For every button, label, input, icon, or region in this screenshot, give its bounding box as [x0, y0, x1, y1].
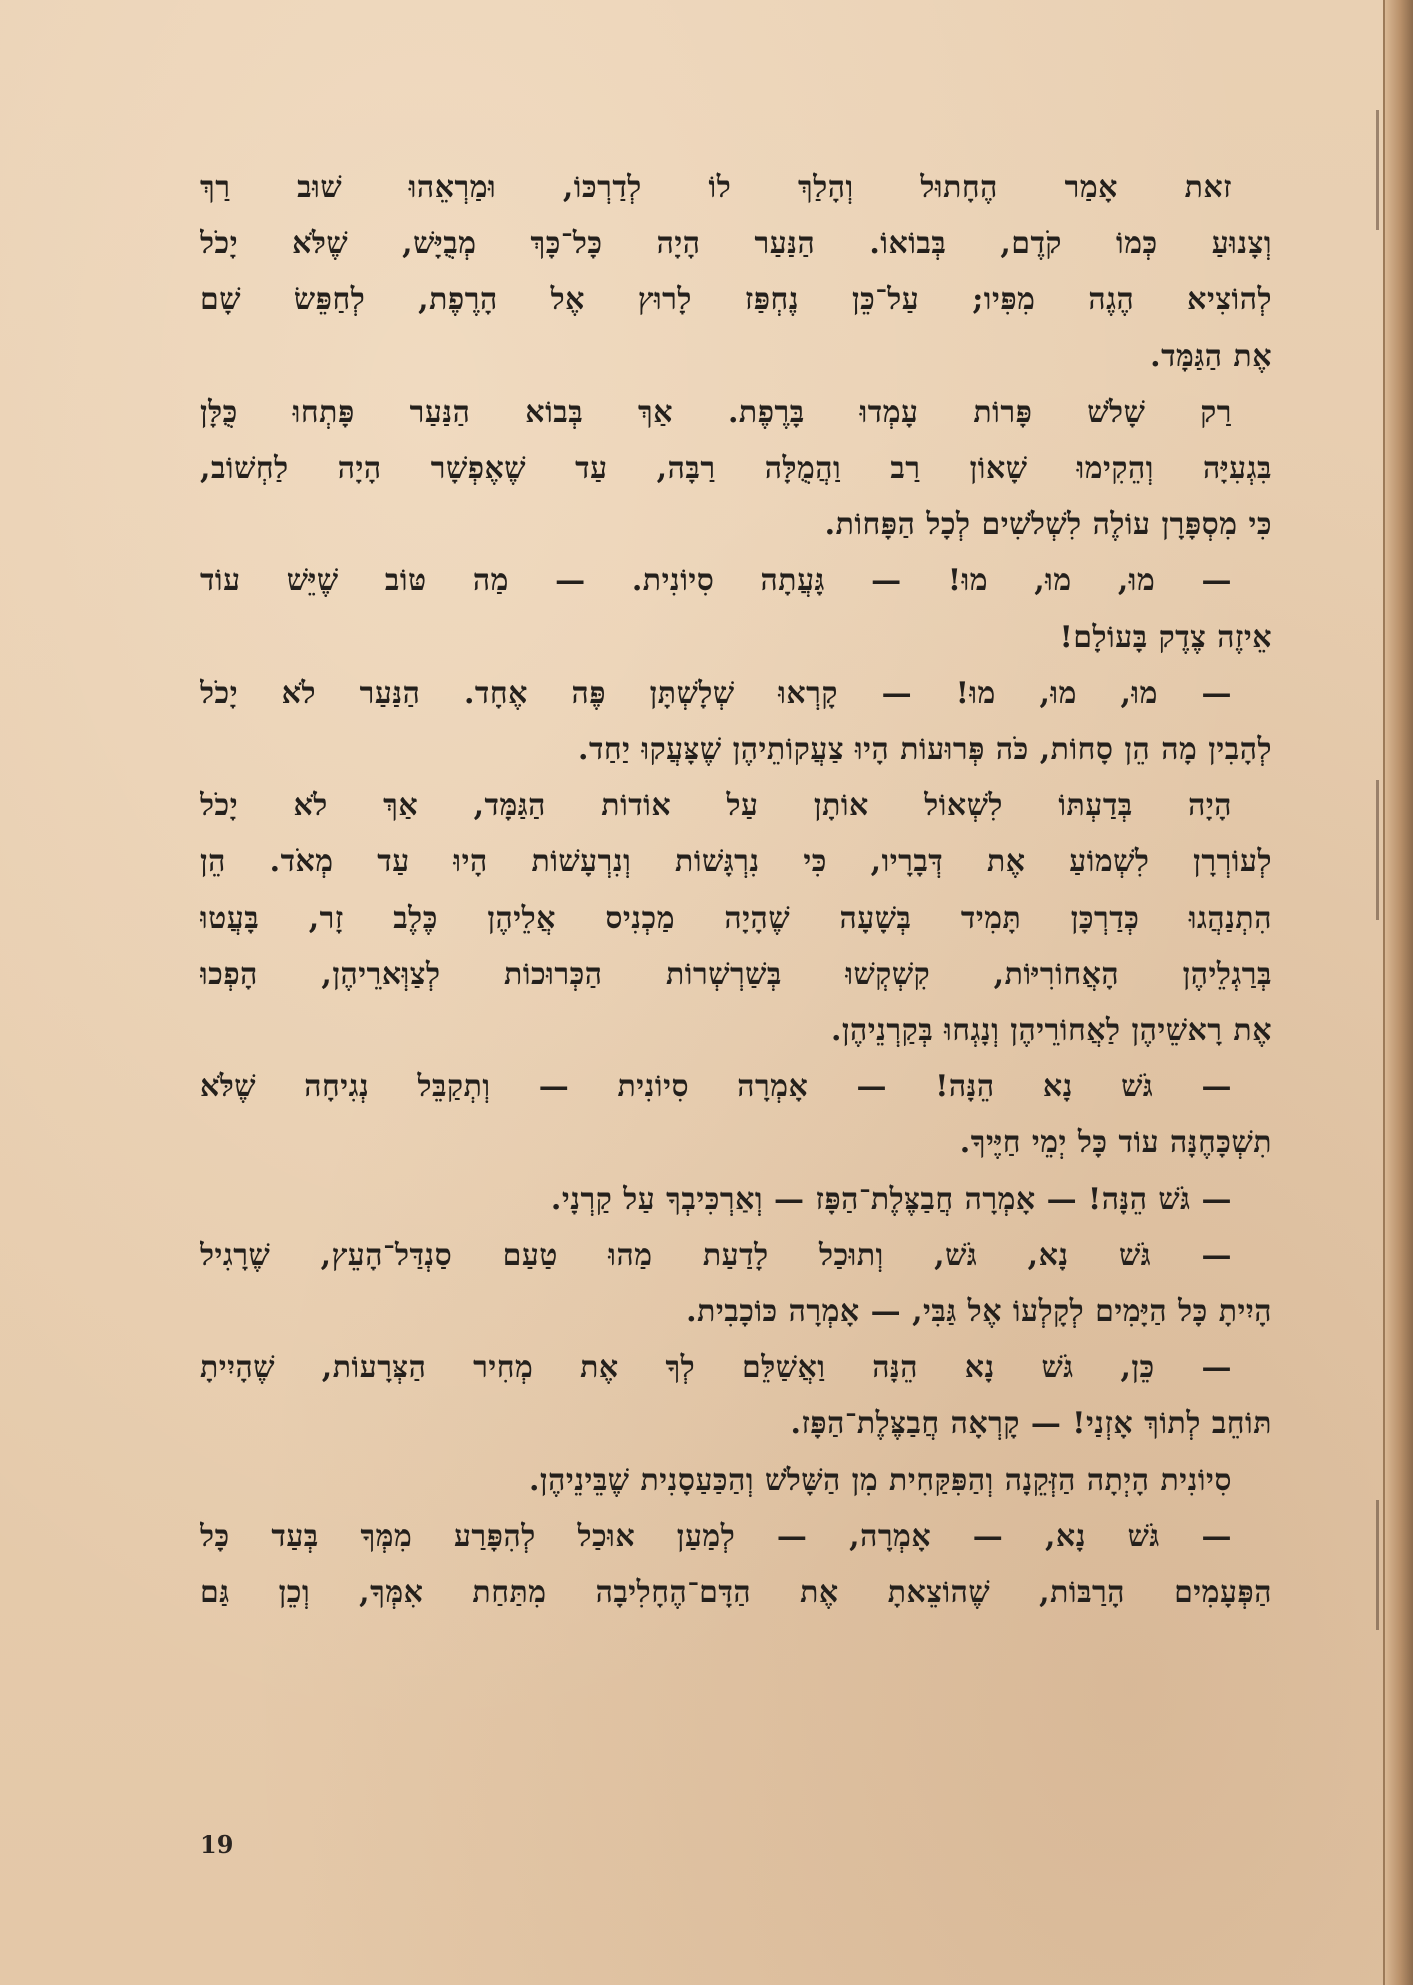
text-line: בְּרַגְלֵיהֶן הָאֲחוֹרִיּוֹת, קִשְׁקְשׁוּ בְּשַׁרְשְׁרוֹת הַכְּרוּכוֹת לְצַוְּארֵיהֶן, הָפְכוּ [200, 956, 1272, 992]
text-line: — מוּ, מוּ, מוּ! — קָרְאוּ שְׁלָשְׁתָּן פֶּה אֶחָד. הַנַּעַר לֹא יָכֹל [200, 675, 1232, 711]
text-line: וְצָנוּעַ כְּמוֹ קֹדֶם, בְּבוֹאוֹ. הַנַּעַר הָיָה כָּל־כָּךְ מְבֻיָּשׁ, שֶׁלֹּא יָכֹל [200, 226, 1272, 262]
text-line: הָיָה בְּדַעְתּוֹ לִשְׁאוֹל אוֹתָן עַל אוֹדוֹת הַגַּמָּד, אַךְ לֹא יָכֹל [200, 788, 1232, 824]
text-line: בִּגְעִיָּה וְהֵקִימוּ שָׁאוֹן רַב וַהֲמֻלָּה רַבָּה, עַד שֶׁאֶפְשָׁר הָיָה לַחְשׁוֹב, [200, 451, 1272, 486]
text-line: הִתְנַהֲגוּ כְּדַרְכָּן תָּמִיד בְּשָׁעָה שֶׁהָיָה מַכְנִיס אֲלֵיהֶן כֶּלֶב זָר, בָּעֲטוּ [200, 900, 1272, 936]
page-number: 19 [200, 1830, 234, 1859]
book-spine [1383, 0, 1413, 1985]
text-line: תּוֹחֵב לְתוֹךְ אָזְנַי! — קָרְאָה חֲבַצֶּלֶת־הַפָּז. [790, 1406, 1272, 1442]
binding-stitch [1376, 110, 1379, 230]
text-line: אֵיזֶה צֶדֶק בָּעוֹלָם! [1059, 619, 1272, 655]
text-line: כִּי מִסְפָּרָן עוֹלֶה לִשְׁלֹשִׁים לְכָל הַפָּחוֹת. [824, 507, 1272, 543]
text-line: — כֵּן, גֹּשׁ נָא הֵנָּה וַאֲשַׁלֵּם לְךָ אֶת מְחִיר הַצְּרָעוֹת, שֶׁהָיִיתָ [200, 1350, 1232, 1386]
text-line: הַפְּעָמִים הָרַבּוֹת, שֶׁהוֹצֵאתָ אֶת הַדָּם־הֶחָלִיבָה מִתַּחַת אִמְּךָ, וְכֵן גַּם [200, 1575, 1272, 1610]
text-line: לְהָבִין מָה הֵן סָחוֹת, כֹּה פְּרוּעוֹת הָיוּ צַעֲקוֹתֵיהֶן שֶׁצָּעֲקוּ יַחַד. [578, 732, 1272, 767]
text-line: זאת אָמַר הֶחָתוּל וְהָלַךְ לוֹ לְדַרְכּוֹ, וּמַרְאֵהוּ שׁוּב רַךְ [200, 170, 1232, 205]
text-line: רַק שָׁלֹשׁ פָּרוֹת עָמְדוּ בָּרֶפֶת. אַךְ בְּבוֹא הַנַּעַר פָּתְחוּ כֻּלָּן [200, 394, 1232, 430]
text-line: — מוּ, מוּ, מוּ! — גָּעֲתָה סִיוֹנִית. — מַה טּוֹב שֶׁיֵּשׁ עוֹד [200, 563, 1232, 599]
text-line: אֶת רָאשֵׁיהֶן לַאֲחוֹרֵיהֶן וְנָגְחוּ בְּקַרְנֵיהֶן. [830, 1013, 1272, 1048]
text-line: — גֹּשׁ נָא, — אָמְרָה, — לְמַעַן אוּכַל לְהִפָּרַע מִמְּךָ בְּעַד כָּל [200, 1518, 1232, 1554]
binding-stitch [1376, 1500, 1379, 1630]
text-line: תִשְׁכָּחֶנָּה עוֹד כָּל יְמֵי חַיֶּיךָ. [959, 1125, 1272, 1161]
text-line: — גֹּשׁ הֵנָּה! — אָמְרָה חֲבַצֶּלֶת־הַפָּז — וְאַרְכִּיבְךָ עַל קַרְנָי. [550, 1181, 1232, 1217]
text-line: סִיוֹנִית הָיְתָה הַזְּקֵנָה וְהַפִּקַּחִית מִן הַשָּׁלֹשׁ וְהַכַּעַסָנִית שֶׁבֵּינֵיהֶן. [528, 1462, 1232, 1498]
binding-stitch [1376, 780, 1379, 920]
text-line: הָיִיתָ כָּל הַיָּמִים לְקָלְעוֹ אֶל גַּבִּי, — אָמְרָה כּוֹכָבִית. [686, 1294, 1272, 1329]
text-line: — גֹּשׁ נָא הֵנָּה! — אָמְרָה סִיוֹנִית — וְתְקַבֵּל נְגִיחָה שֶׁלֹּא [200, 1069, 1232, 1105]
text-line: לְהוֹצִיא הֶגֶה מִפִּיו; עַל־כֵּן נֶחְפַּז לָרוּץ אֶל הָרֶפֶת, לְחַפֵּשׂ שָׁם [200, 282, 1272, 318]
text-line: אֶת הַגַּמָּד. [1150, 338, 1272, 374]
text-line: — גֹּשׁ נָא, גֹּשׁ, וְתוּכַל לָדַעַת מַהוּ טַעַם סַנְדַּל־הָעֵץ, שֶׁרָגִיל [200, 1237, 1232, 1273]
text-line: לְעוֹרְרָן לִשְׁמוֹעַ אֶת דְּבָרָיו, כִּי נִרְגָּשׁוֹת וְנִרְעָשׁוֹת הָיוּ עַד מְאֹד. הֵן [200, 844, 1272, 880]
